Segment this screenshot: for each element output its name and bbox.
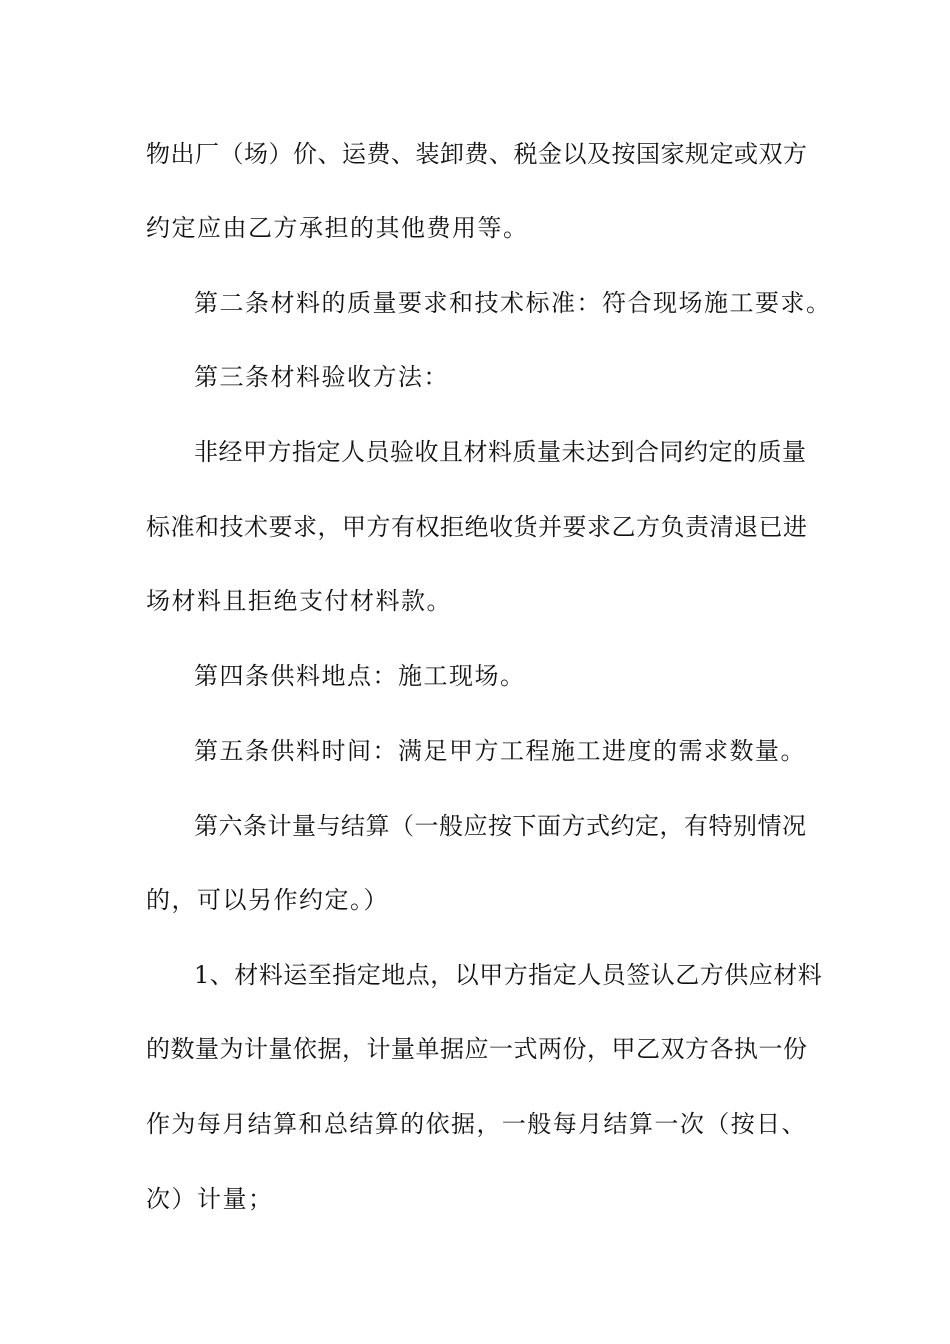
text-line: 第四条供料地点：施工现场。 [194,662,526,690]
text-line: 的，可以另作约定。） [146,886,389,914]
text-line: 第三条材料验收方法： [194,363,449,391]
text-line: 第五条供料时间：满足甲方工程施工进度的需求数量。 [194,737,806,765]
text-line: 约定应由乙方承担的其他费用等。 [146,214,529,242]
text-line: 标准和技术要求，甲方有权拒绝收货并要求乙方负责清退已进 [146,513,808,541]
text-line: 第二条材料的质量要求和技术标准：符合现场施工要求。 [194,289,832,317]
text-line: 非经甲方指定人员验收且材料质量未达到合同约定的质量 [194,438,807,466]
text-line: 的数量为计量依据，计量单据应一式两份，甲乙双方各执一份 [146,1035,808,1063]
text-line: 场材料且拒绝支付材料款。 [146,587,452,615]
text-line: 次）计量； [146,1185,274,1213]
text-line: 物出厂（场）价、运费、装卸费、税金以及按国家规定或双方 [146,140,808,168]
text-line: 作为每月结算和总结算的依据，一般每月结算一次（按日、 [146,1110,806,1138]
text-line: 第六条计量与结算（一般应按下面方式约定，有特别情况 [194,812,807,840]
text-line: 1、材料运至指定地点，以甲方指定人员签认乙方供应材料 [194,961,823,989]
